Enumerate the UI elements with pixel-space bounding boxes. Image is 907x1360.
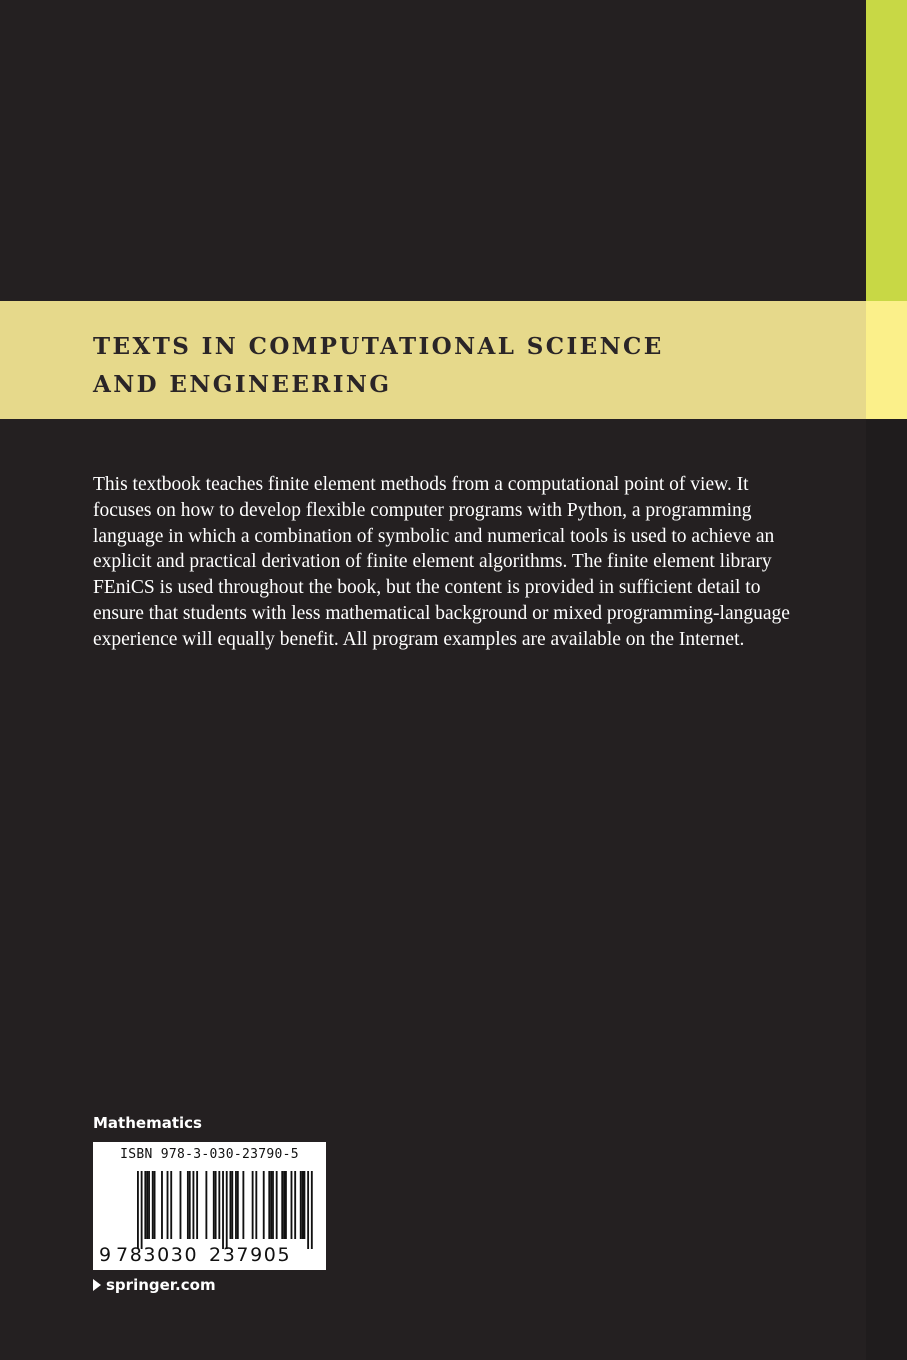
subject-category: Mathematics bbox=[93, 1114, 202, 1132]
barcode-bar bbox=[255, 1171, 257, 1239]
description-line: experience will equally benefit. All program examples are available on the Internet. bbox=[93, 628, 745, 650]
book-description bbox=[93, 472, 793, 653]
barcode-bar bbox=[222, 1171, 224, 1249]
barcode-bar bbox=[152, 1171, 154, 1239]
barcode-bar bbox=[146, 1171, 148, 1239]
barcode-bar bbox=[213, 1171, 215, 1239]
website-label: springer.com bbox=[106, 1276, 216, 1294]
barcode-bar bbox=[148, 1171, 150, 1239]
description-line: language in which a combination of symbolic and numerical tools is used to achieve an bbox=[93, 525, 775, 547]
barcode-bar bbox=[307, 1171, 309, 1249]
barcode-bar bbox=[283, 1171, 285, 1239]
barcode-bar bbox=[276, 1171, 278, 1239]
barcode-bar bbox=[235, 1171, 237, 1239]
barcode-bar bbox=[285, 1171, 287, 1239]
barcode-bar bbox=[180, 1171, 182, 1239]
yellow-accent-stripe bbox=[866, 301, 907, 419]
barcode-bar bbox=[304, 1171, 306, 1239]
barcode-bar bbox=[300, 1171, 302, 1239]
description-line: FEniCS is used throughout the book, but the content is provided in sufficient detail to bbox=[93, 577, 761, 599]
barcode-bar bbox=[205, 1171, 207, 1239]
barcode-bar bbox=[170, 1171, 172, 1239]
barcode-bar bbox=[270, 1171, 272, 1239]
ean-first-digit: 9 bbox=[99, 1244, 112, 1266]
barcode-bar bbox=[281, 1171, 283, 1239]
series-title-line-1: TEXTS IN COMPUTATIONAL SCIENCE bbox=[93, 333, 664, 360]
barcode-bar bbox=[302, 1171, 304, 1239]
barcode-bar bbox=[154, 1171, 156, 1239]
barcode-bar bbox=[268, 1171, 270, 1239]
barcode-bar bbox=[189, 1171, 191, 1239]
barcode-bar bbox=[196, 1171, 198, 1239]
barcode-bar bbox=[242, 1171, 244, 1239]
barcode-bar bbox=[137, 1171, 139, 1249]
series-title bbox=[93, 328, 813, 404]
publisher-website[interactable] bbox=[93, 1276, 216, 1294]
barcode-bar bbox=[218, 1171, 220, 1239]
barcode-bar bbox=[141, 1171, 143, 1249]
barcode-bar bbox=[252, 1171, 254, 1239]
arrow-right-icon bbox=[93, 1279, 101, 1291]
barcode-bar bbox=[272, 1171, 274, 1239]
ean-right-group: 237905 bbox=[209, 1244, 292, 1266]
ean-left-group: 783030 bbox=[116, 1244, 199, 1266]
barcode-bar bbox=[187, 1171, 189, 1239]
description-line: focuses on how to develop flexible computer programs with Python, a programming bbox=[93, 499, 752, 521]
barcode-bar bbox=[291, 1171, 293, 1239]
barcode-bar bbox=[230, 1171, 232, 1239]
barcode-bar bbox=[231, 1171, 233, 1239]
barcode-bar bbox=[144, 1171, 146, 1239]
barcode-bar bbox=[161, 1171, 163, 1239]
series-title-line-2: AND ENGINEERING bbox=[93, 371, 392, 398]
barcode-bar bbox=[167, 1171, 169, 1239]
isbn-label: ISBN 978-3-030-23790-5 bbox=[120, 1147, 299, 1162]
barcode-bar bbox=[237, 1171, 239, 1239]
barcode-bar bbox=[193, 1171, 195, 1239]
barcode-bar bbox=[263, 1171, 265, 1239]
description-line: explicit and practical derivation of finite element algorithms. The finite element library bbox=[93, 551, 772, 573]
green-accent-stripe bbox=[866, 0, 907, 301]
description-line: ensure that students with less mathematical background or mixed programming-language bbox=[93, 602, 790, 624]
barcode-bar bbox=[226, 1171, 228, 1249]
description-line: This textbook teaches finite element methods from a computational point of view. It bbox=[93, 474, 749, 495]
barcode-bar bbox=[311, 1171, 313, 1249]
barcode-bar bbox=[215, 1171, 217, 1239]
barcode-bar bbox=[294, 1171, 296, 1239]
